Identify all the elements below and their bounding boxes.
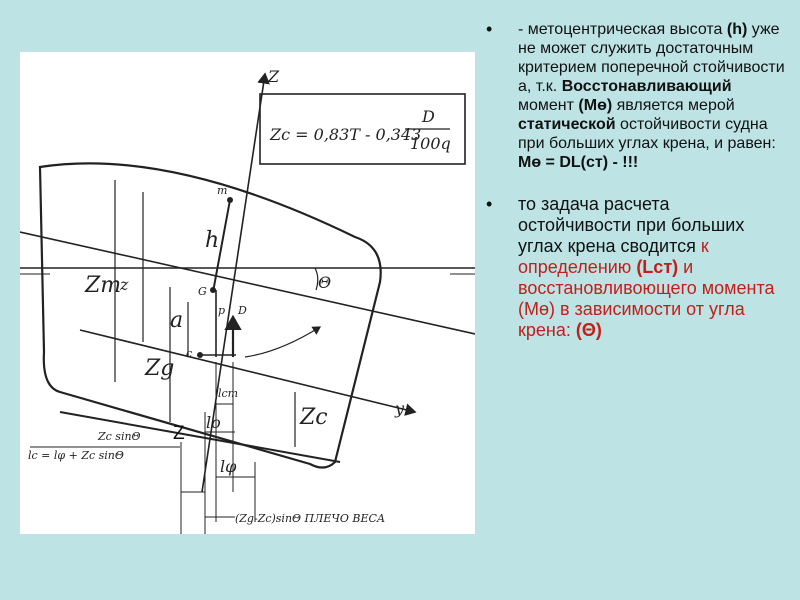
- bullet-dot: •: [486, 19, 493, 39]
- label-lo: lo: [206, 413, 221, 432]
- label-lf: lφ: [220, 457, 237, 476]
- point-c: [197, 352, 203, 358]
- label-h: h: [205, 228, 220, 253]
- bullet-1-m1: (Мө): [578, 97, 613, 114]
- bullet-1: [486, 20, 786, 172]
- diagram-svg: [20, 52, 475, 534]
- label-zc: Zc: [300, 405, 328, 430]
- label-zm: Zm: [85, 273, 122, 298]
- eq1-top: Zc sinΘ: [98, 430, 141, 443]
- point-G: [210, 287, 216, 293]
- label-a: a: [170, 308, 184, 333]
- y-axis-label: y: [395, 399, 405, 418]
- bullet-1-formula: Мө = DL(ст) - !!!: [518, 154, 639, 171]
- formula-den: 100q: [410, 134, 451, 153]
- bullet-2: [486, 194, 786, 341]
- rotation-arrow: [245, 327, 320, 357]
- point-m: [227, 197, 233, 203]
- bullet-1-h: (h): [726, 21, 748, 38]
- explanation-text: [486, 20, 786, 341]
- z-overlay-label: Z: [173, 423, 185, 444]
- label-theta: Θ: [318, 273, 332, 292]
- bullet-1-mid2: момент: [518, 97, 579, 114]
- bullet-1-bold1: Восстонавливающий: [561, 78, 732, 95]
- bullet-1-bold2: статической: [518, 116, 616, 133]
- bullet-1-mid1: уже не может служить достаточным критерием поперечной стойчивости а, т.к.: [518, 21, 785, 95]
- label-c: c: [186, 347, 193, 360]
- bullet-2-p1: то задача расчета остойчивости при больших углах крена сводится: [518, 194, 745, 256]
- bullet-2-r2b: (Θ): [575, 320, 602, 340]
- bullet-2-r2: и восстановливоющего момента (Мө) в зависимости от угла крена:: [518, 257, 775, 340]
- label-p: p: [218, 304, 226, 317]
- z-axis-label: Z: [268, 67, 280, 86]
- bullet-2-r1: к определению: [518, 236, 709, 277]
- eq1: lc = lφ + Zc sinΘ: [28, 449, 124, 462]
- bullet-dot: •: [486, 194, 493, 214]
- bullet-1-prefix: - метоцентрическая высота: [518, 21, 727, 38]
- plecho: (Zg-Zc)sinΘ ПЛЕЧО ВЕСА: [235, 512, 386, 525]
- label-lst: lст: [218, 387, 239, 400]
- formula-num: D: [422, 107, 435, 126]
- label-D: D: [238, 304, 247, 317]
- label-m: m: [217, 184, 228, 197]
- bullet-2-r1b: (Lст): [636, 257, 679, 277]
- label-zg: Zg: [145, 356, 175, 381]
- stability-diagram: [20, 52, 475, 534]
- bullet-1-mid4: остойчивости судна при больших углах крена, и равен:: [518, 116, 776, 152]
- label-G: G: [198, 285, 207, 298]
- bullet-1-mid3: является мерой: [612, 97, 735, 114]
- formula-zc: Zc = 0,83T - 0,343: [270, 125, 422, 144]
- label-z: z: [120, 275, 129, 294]
